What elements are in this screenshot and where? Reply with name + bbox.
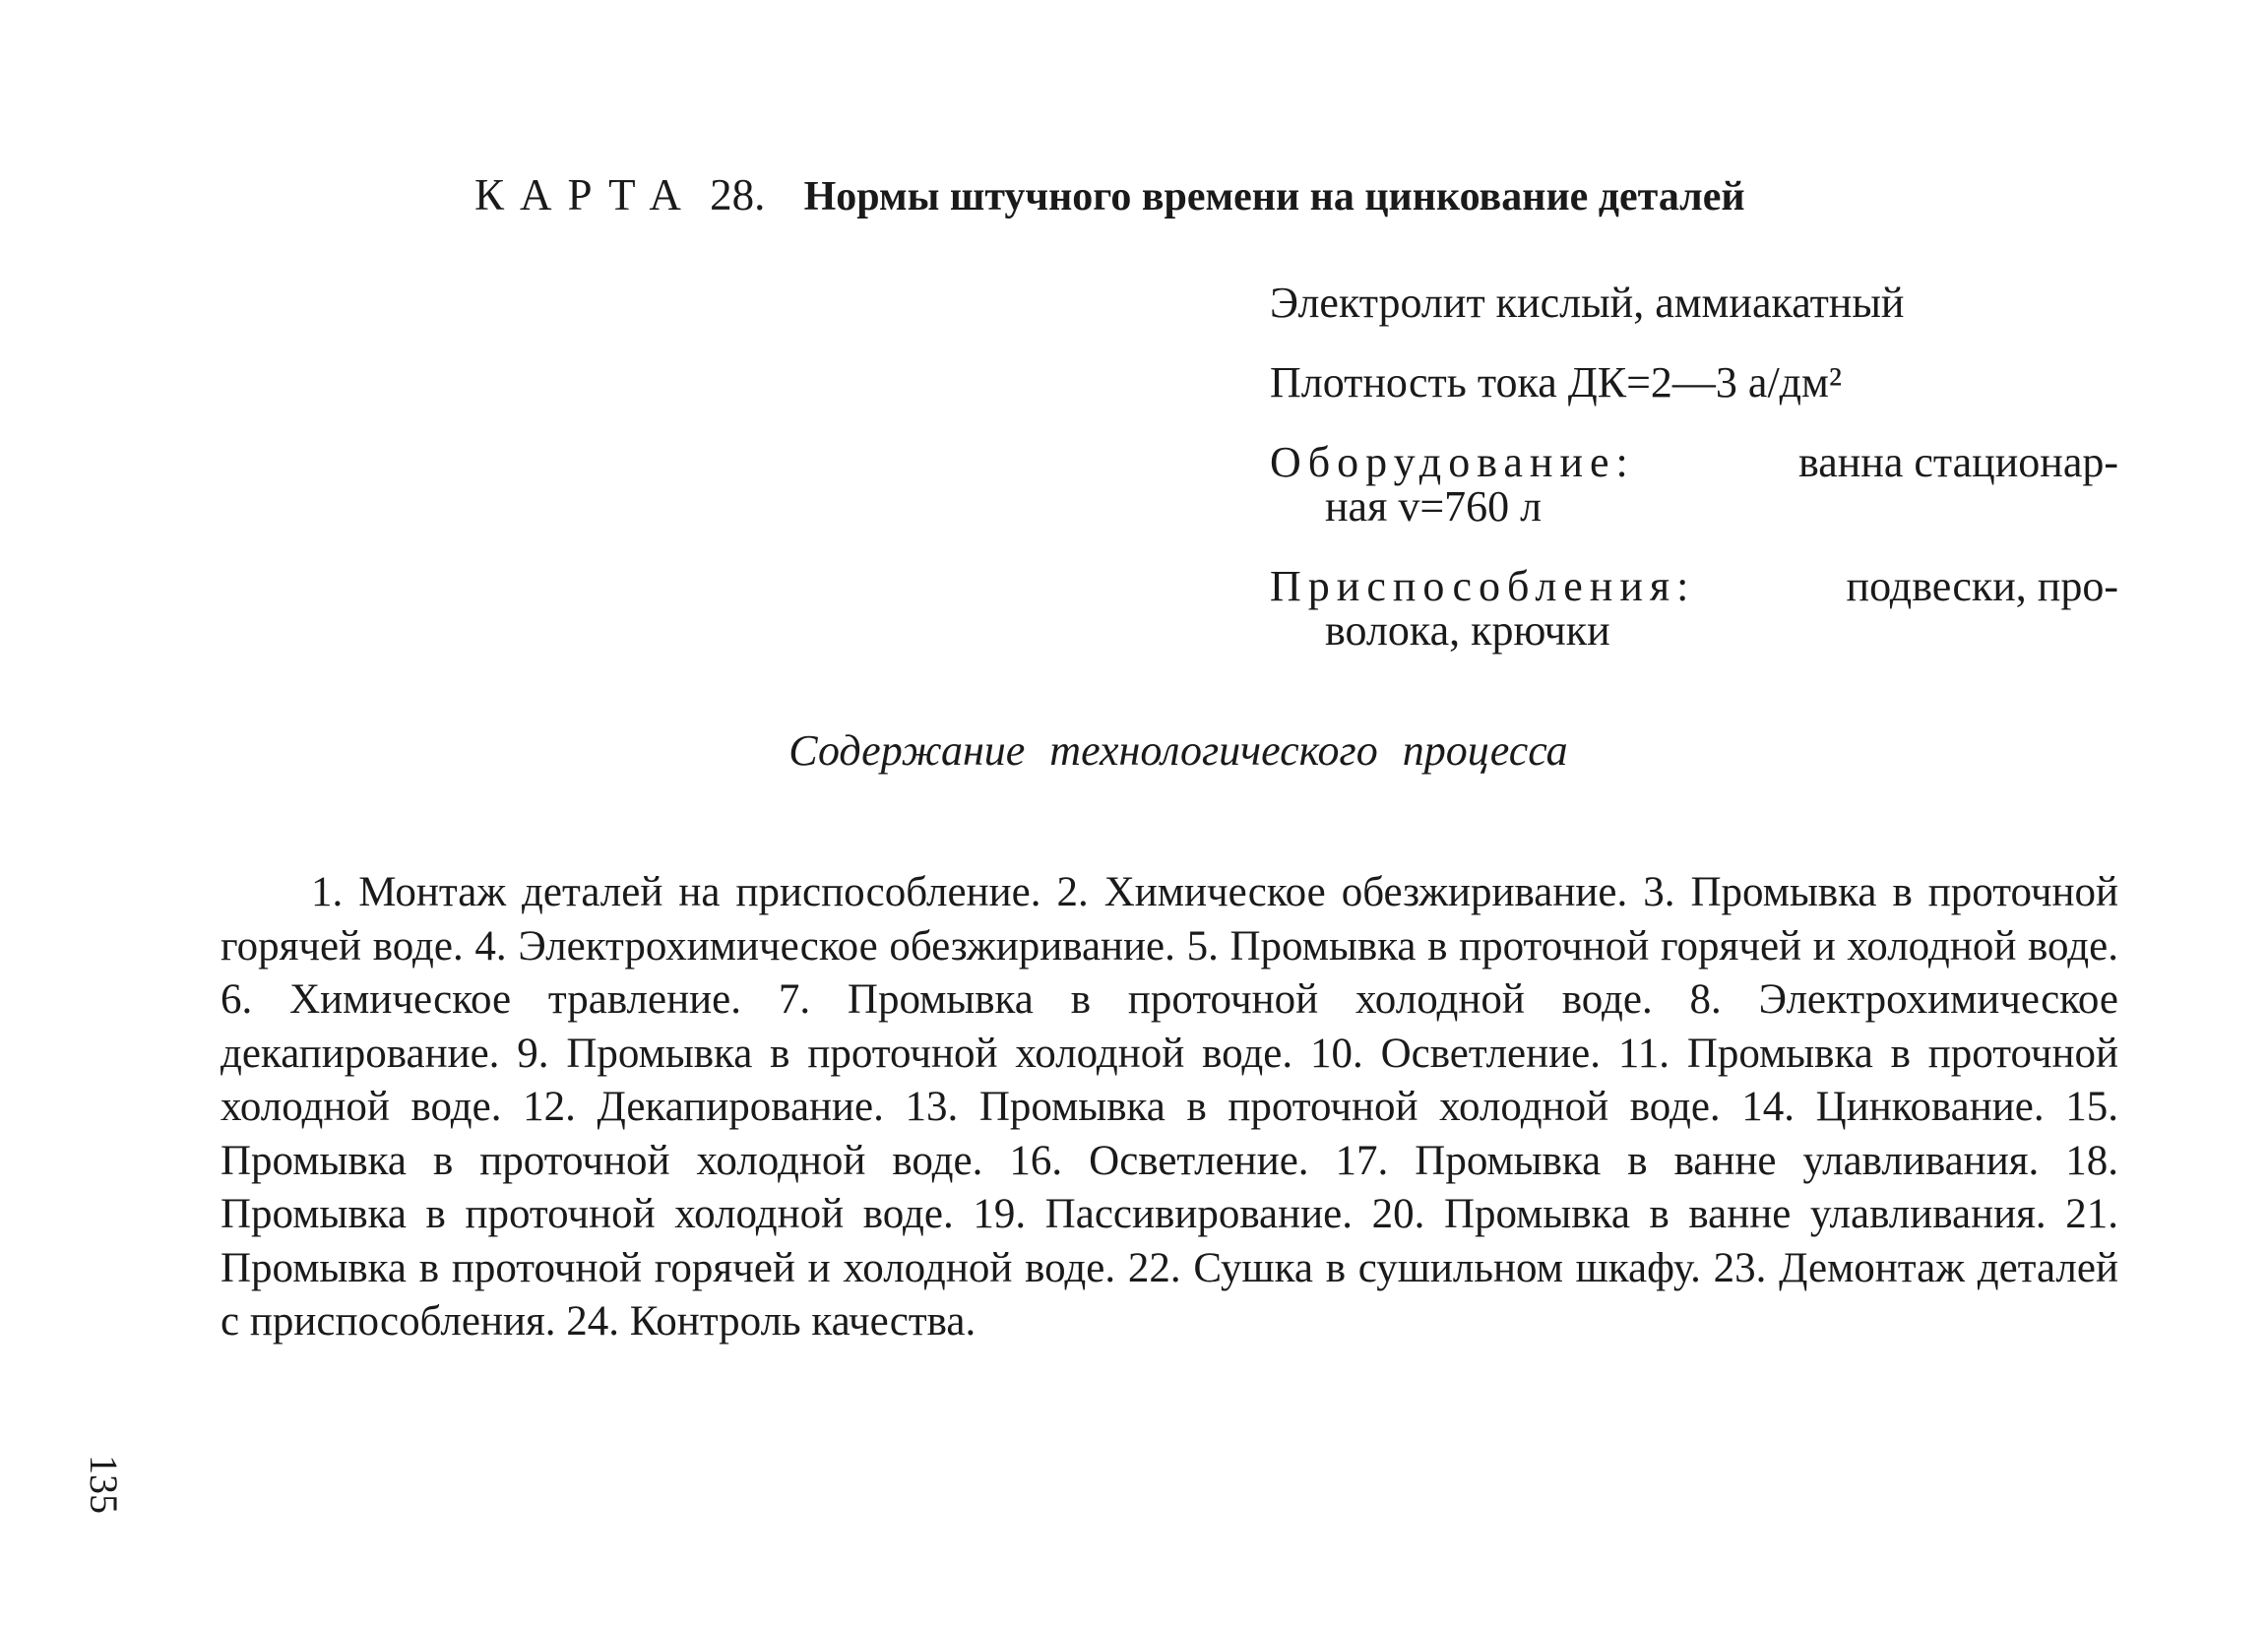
fixtures-label: Приспособления:	[1270, 562, 1696, 610]
process-description: 1. Монтаж деталей на приспособление. 2. Химическое обезжиривание. 3. Промывка в проточной горячей воде. 4. Электрохимическое обезжиривание. 5. Промывка в проточной горячей и холодной воде. 6. Химическое травление. 7. Промывка в проточной холодной воде. 8. Электрохимическое декапирование. 9. Промывка в проточной холодной воде. 10. Осветление. 11. Промывка в проточной холодной воде. 12. Декапирование. 13. Промывка в проточной холодной воде. 14. Цинкование. 15. Промывка в проточной холодной воде. 16. Осветление. 17. Промывка в ванне улавливания. 18. Промывка в проточной холодной воде. 19. Пассивирование. 20. Промывка в ванне улавливания. 21. Промывка в проточной горячей и холодной воде. 22. Сушка в сушильном шкафу. 23. Демонтаж деталей с приспособления. 24. Контроль качества.	[220, 869, 2118, 1345]
fixtures-value-continued: волока, крючки	[1325, 606, 1610, 655]
card-title-text: Нормы штучного времени на цинкование деталей	[803, 174, 1745, 219]
page-number: 135	[82, 1455, 126, 1514]
card-title	[474, 165, 1745, 226]
fixtures-value: подвески, про-	[1846, 562, 2118, 610]
electrolyte-text: Электролит кислый, аммиакатный	[1270, 279, 1905, 327]
spec-current-density	[1270, 360, 2118, 405]
current-density-text: Плотность тока ДК=2—3 а/дм²	[1270, 358, 1843, 407]
section-heading: Содержание технологического процесса	[788, 726, 1568, 775]
equipment-line	[1270, 440, 2118, 484]
equipment-label: Оборудование:	[1270, 438, 1635, 486]
card-number: 28.	[710, 170, 766, 219]
spec-equipment	[1270, 440, 2118, 529]
specifications	[1270, 281, 2118, 688]
spec-electrolyte	[1270, 281, 2118, 325]
fixtures-line	[1270, 564, 2118, 608]
equipment-value: ванна стационар-	[1798, 438, 2118, 486]
equipment-value-continued: ная v=760 л	[1325, 482, 1543, 531]
card-label: КАРТА	[474, 170, 697, 219]
spec-fixtures	[1270, 564, 2118, 653]
